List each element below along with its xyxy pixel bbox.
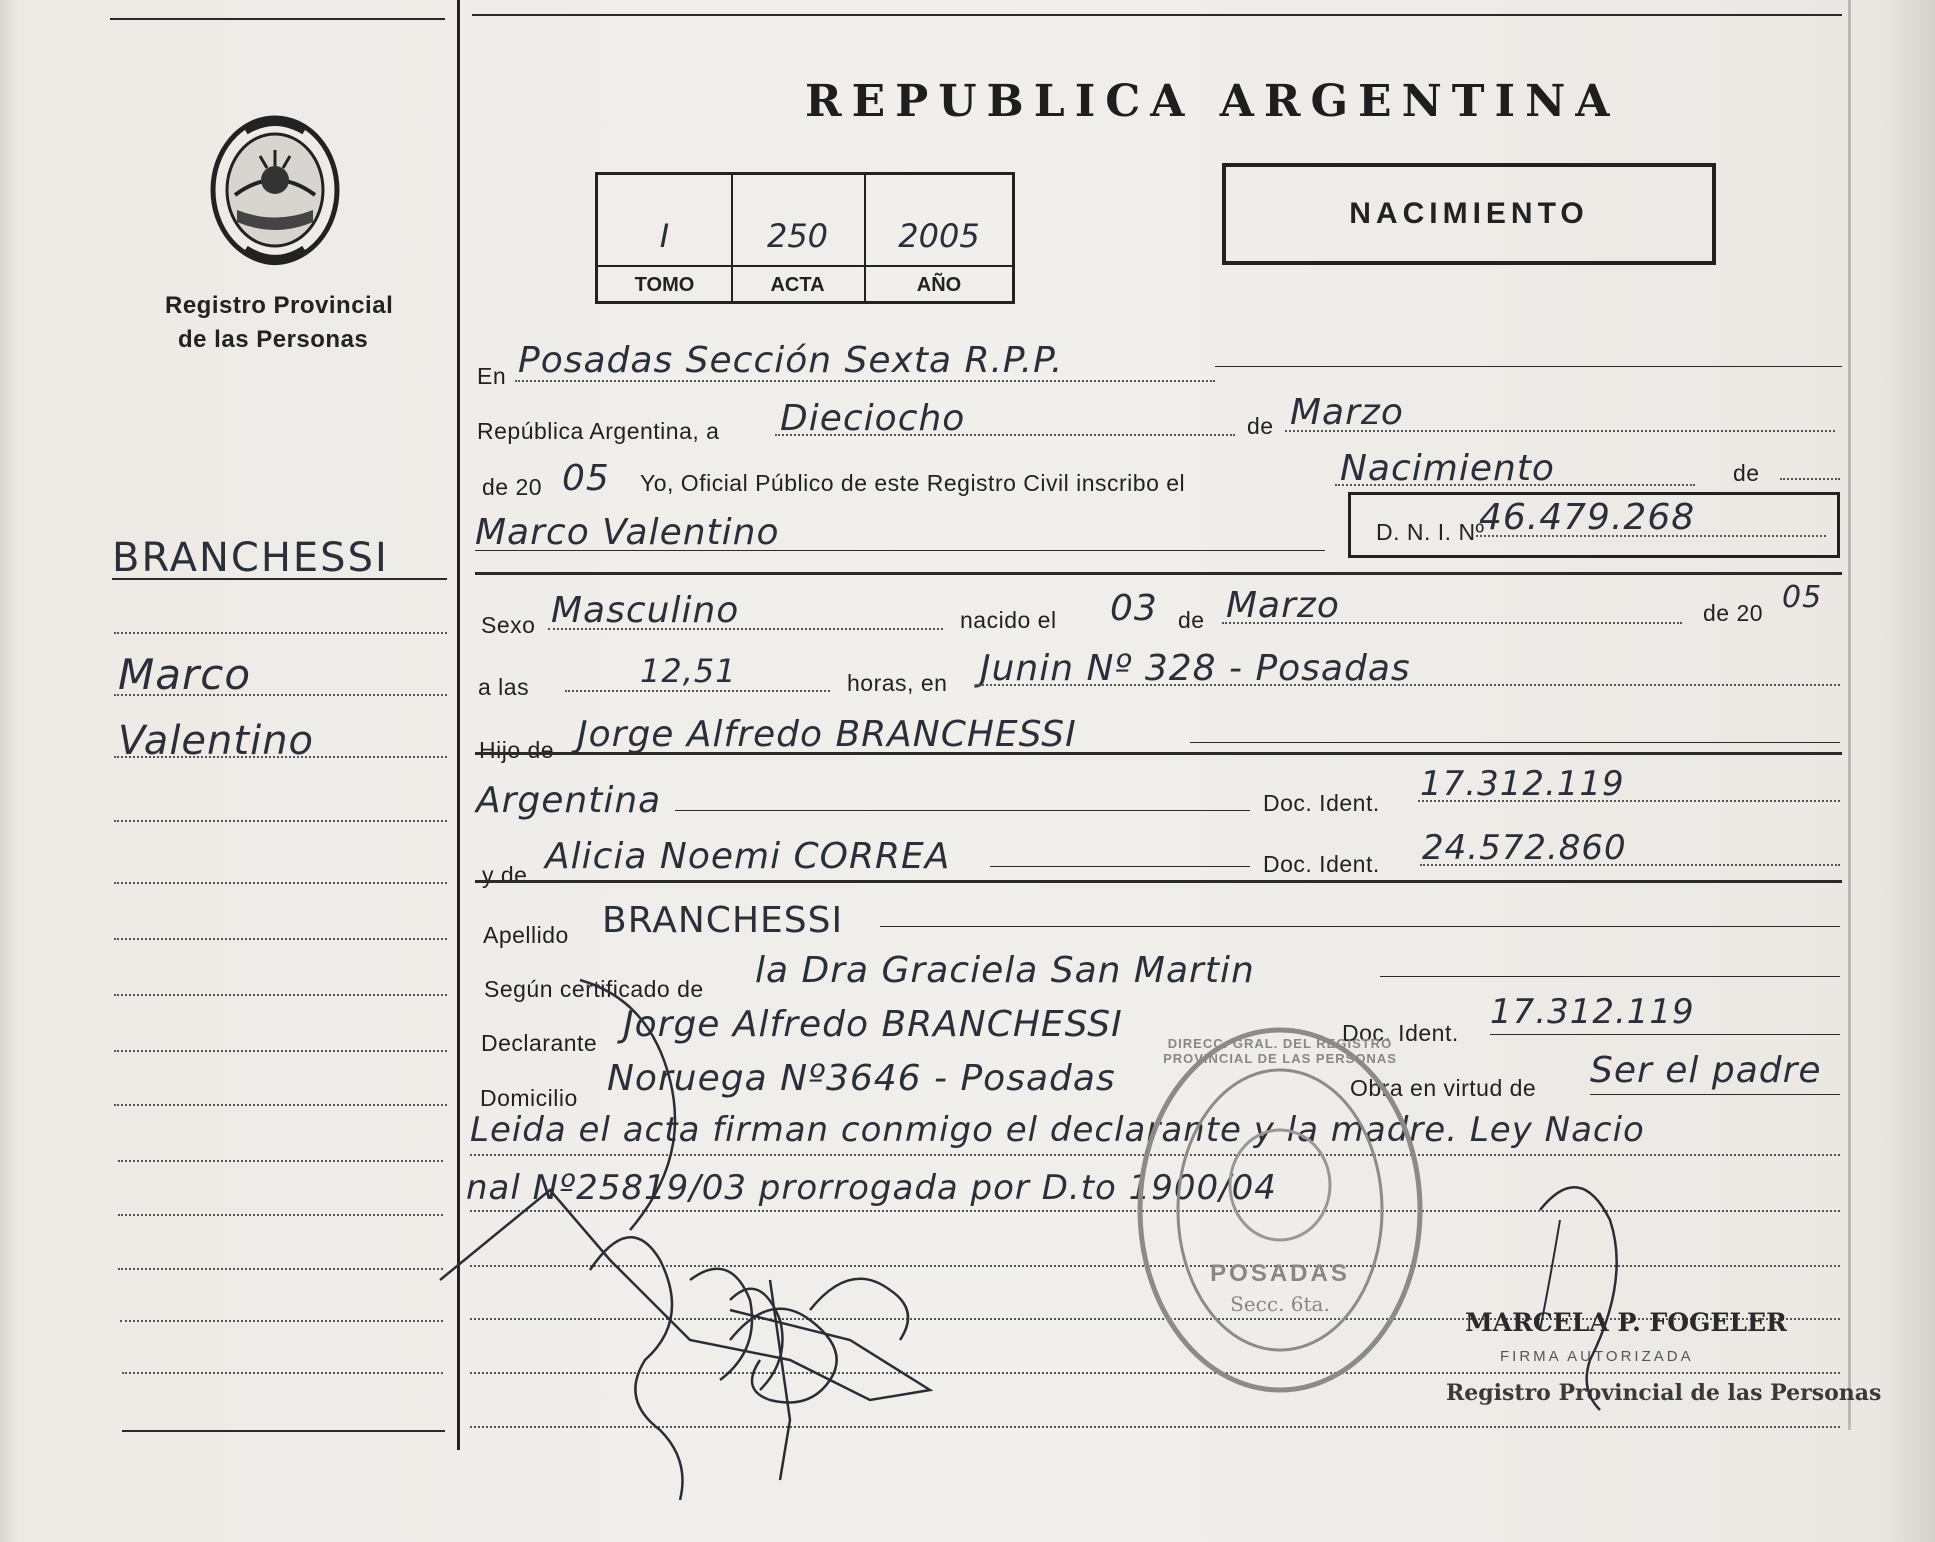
father-doc-dotline bbox=[1418, 800, 1840, 802]
obra-rule bbox=[1590, 1094, 1840, 1095]
en-label: En bbox=[477, 363, 507, 389]
year-suffix: 05 bbox=[562, 458, 610, 499]
sidebar-dotline bbox=[114, 1104, 447, 1106]
obra-label: Obra en virtud de bbox=[1350, 1075, 1537, 1101]
birth-day: 03 bbox=[1110, 588, 1158, 629]
month-value: Marzo bbox=[1290, 392, 1404, 433]
domicilio-value: Noruega Nº3646 - Posadas bbox=[607, 1058, 1116, 1099]
y-de-label: y de bbox=[482, 862, 528, 888]
oficial-text: Yo, Oficial Público de este Registro Civil inscribo el bbox=[640, 470, 1186, 496]
registry-name-line2: de las Personas bbox=[178, 326, 369, 353]
declarante-doc-value: 17.312.119 bbox=[1490, 992, 1695, 1032]
sidebar-dotline bbox=[118, 1160, 443, 1162]
de3-label: de bbox=[1178, 607, 1205, 633]
mother-doc-value: 24.572.860 bbox=[1422, 828, 1627, 868]
mother-doc-dotline bbox=[1420, 864, 1840, 866]
sidebar-first-name: Marco bbox=[118, 650, 252, 699]
dni-box bbox=[1348, 492, 1840, 558]
horas-label: horas, en bbox=[847, 670, 948, 696]
certificate-rule bbox=[1380, 976, 1840, 977]
authority-role: FIRMA AUTORIZADA bbox=[1500, 1348, 1694, 1365]
de2-label: de bbox=[1733, 460, 1760, 486]
event-dotline bbox=[1335, 484, 1695, 486]
month-dotline bbox=[1285, 430, 1835, 432]
place-value: Posadas Sección Sexta R.P.P. bbox=[518, 340, 1064, 381]
sexo-label: Sexo bbox=[481, 612, 536, 638]
top-rule-left bbox=[110, 18, 445, 20]
nacimiento-box bbox=[1222, 163, 1716, 265]
hour-value: 12,51 bbox=[640, 652, 737, 690]
sidebar-bottom-rule bbox=[122, 1430, 445, 1432]
birth-year-prefix: de 20 bbox=[1703, 600, 1764, 626]
registry-name-line1: Registro Provincial bbox=[165, 292, 394, 319]
sidebar-dotline bbox=[114, 820, 447, 822]
dni-value: 46.479.268 bbox=[1479, 497, 1696, 538]
child-name-rule bbox=[475, 550, 1325, 551]
sidebar-dotline bbox=[120, 1320, 443, 1322]
apellido-value: BRANCHESSI bbox=[602, 900, 844, 941]
page-edge bbox=[1848, 0, 1851, 1430]
declarante-doc-rule bbox=[1490, 1034, 1840, 1035]
birth-month: Marzo bbox=[1226, 585, 1340, 626]
sexo-dotline bbox=[548, 628, 943, 630]
registry-numbers-box bbox=[595, 172, 1015, 304]
notes-line1: Leida el acta firman conmigo el declarante y la madre. Ley Nacio bbox=[470, 1110, 1645, 1150]
day-dotline bbox=[775, 434, 1235, 436]
sidebar-dotline bbox=[114, 994, 447, 996]
dni-dotline bbox=[1476, 535, 1826, 537]
declarante-doc-label: Doc. Ident. bbox=[1342, 1020, 1459, 1046]
tomo-label: TOMO bbox=[634, 274, 695, 296]
ano-value: 2005 bbox=[898, 217, 980, 255]
birth-month-dotline bbox=[1222, 622, 1682, 624]
tomo-cell bbox=[598, 175, 733, 301]
hour-dotline bbox=[565, 690, 830, 692]
a-las-label: a las bbox=[478, 674, 530, 700]
sidebar-dotline bbox=[114, 756, 447, 758]
apellido-label: Apellido bbox=[483, 922, 569, 948]
birth-year-suffix: 05 bbox=[1782, 580, 1823, 615]
declarante-label: Declarante bbox=[481, 1030, 598, 1056]
hijo-label: Hijo de bbox=[479, 737, 555, 763]
birth-place-dotline bbox=[975, 684, 1840, 686]
notes-line2: nal Nº25819/03 prorrogada por D.to 1900/04 bbox=[466, 1168, 1277, 1208]
authority-name: MARCELA P. FOGELER bbox=[1465, 1308, 1787, 1337]
sidebar-surname-rule bbox=[112, 578, 447, 580]
sidebar-dotline bbox=[122, 1372, 443, 1374]
acta-cell bbox=[731, 175, 866, 301]
doc-type: NACIMIENTO bbox=[1349, 197, 1589, 230]
place-rule bbox=[1215, 366, 1842, 367]
year-prefix: de 20 bbox=[482, 474, 543, 500]
nationality-rule bbox=[675, 810, 1250, 811]
signatures bbox=[430, 960, 1110, 1520]
father-section-rule bbox=[475, 752, 1842, 755]
sidebar-dotline bbox=[114, 694, 447, 696]
dni-label: D. N. I. Nº bbox=[1376, 519, 1485, 545]
sidebar-dotline bbox=[114, 1050, 447, 1052]
mother-section-rule bbox=[475, 880, 1842, 883]
nacido-label: nacido el bbox=[960, 607, 1057, 633]
mother-name: Alicia Noemi CORREA bbox=[545, 836, 951, 877]
stamp-center-line2: Secc. 6ta. bbox=[1230, 1292, 1330, 1316]
father-doc-value: 17.312.119 bbox=[1420, 764, 1625, 804]
domicilio-label: Domicilio bbox=[480, 1085, 578, 1111]
top-rule-right bbox=[472, 14, 1842, 16]
sidebar-dotline bbox=[114, 938, 447, 940]
sidebar-dotline bbox=[114, 632, 447, 634]
segun-label: Según certificado de bbox=[484, 976, 704, 1002]
stamp-ring-text: DIRECC. GRAL. DEL REGISTRO PROVINCIAL DE LAS PERSONAS bbox=[1163, 1036, 1397, 1066]
mother-doc-label: Doc. Ident. bbox=[1263, 851, 1380, 877]
certificate-by: la Dra Graciela San Martin bbox=[755, 950, 1255, 991]
provincial-seal bbox=[205, 110, 345, 270]
obra-value: Ser el padre bbox=[1590, 1050, 1822, 1091]
sidebar-middle-name: Valentino bbox=[118, 718, 315, 764]
acta-value: 250 bbox=[766, 217, 829, 255]
sidebar-dotline bbox=[114, 882, 447, 884]
ano-cell bbox=[866, 175, 1012, 301]
event-value: Nacimiento bbox=[1340, 448, 1555, 489]
birth-place: Junin Nº 328 - Posadas bbox=[980, 648, 1411, 689]
mother-rule bbox=[990, 866, 1250, 867]
de2-dotline bbox=[1780, 478, 1840, 480]
document-title: REPUBLICA ARGENTINA bbox=[805, 76, 1620, 127]
de-label: de bbox=[1247, 413, 1274, 439]
father-doc-label: Doc. Ident. bbox=[1263, 790, 1380, 816]
father-name: Jorge Alfredo BRANCHESSI bbox=[577, 714, 1077, 755]
ano-label: AÑO bbox=[916, 274, 962, 296]
tomo-value: I bbox=[659, 217, 670, 255]
authority-office: Registro Provincial de las Personas bbox=[1446, 1380, 1882, 1406]
child-name: Marco Valentino bbox=[475, 512, 780, 553]
father-nationality: Argentina bbox=[476, 780, 662, 821]
sidebar-dotline bbox=[118, 1214, 443, 1216]
republica-label: República Argentina, a bbox=[477, 418, 720, 444]
father-rule bbox=[1190, 742, 1840, 743]
sidebar-dotline bbox=[118, 1268, 443, 1270]
registry-box-divider bbox=[598, 265, 1012, 267]
place-dotline bbox=[515, 380, 1215, 382]
acta-label: ACTA bbox=[770, 274, 825, 296]
authority-signature bbox=[1520, 1160, 1670, 1420]
apellido-rule bbox=[880, 926, 1840, 927]
sidebar-surname: BRANCHESSI bbox=[112, 535, 389, 581]
day-words-value: Dieciocho bbox=[780, 398, 966, 439]
stamp-center-line1: POSADAS bbox=[1210, 1260, 1350, 1287]
sexo-value: Masculino bbox=[551, 590, 740, 631]
declarante-value: Jorge Alfredo BRANCHESSI bbox=[623, 1004, 1123, 1045]
official-stamp bbox=[1130, 1020, 1430, 1400]
section-rule bbox=[475, 572, 1842, 575]
